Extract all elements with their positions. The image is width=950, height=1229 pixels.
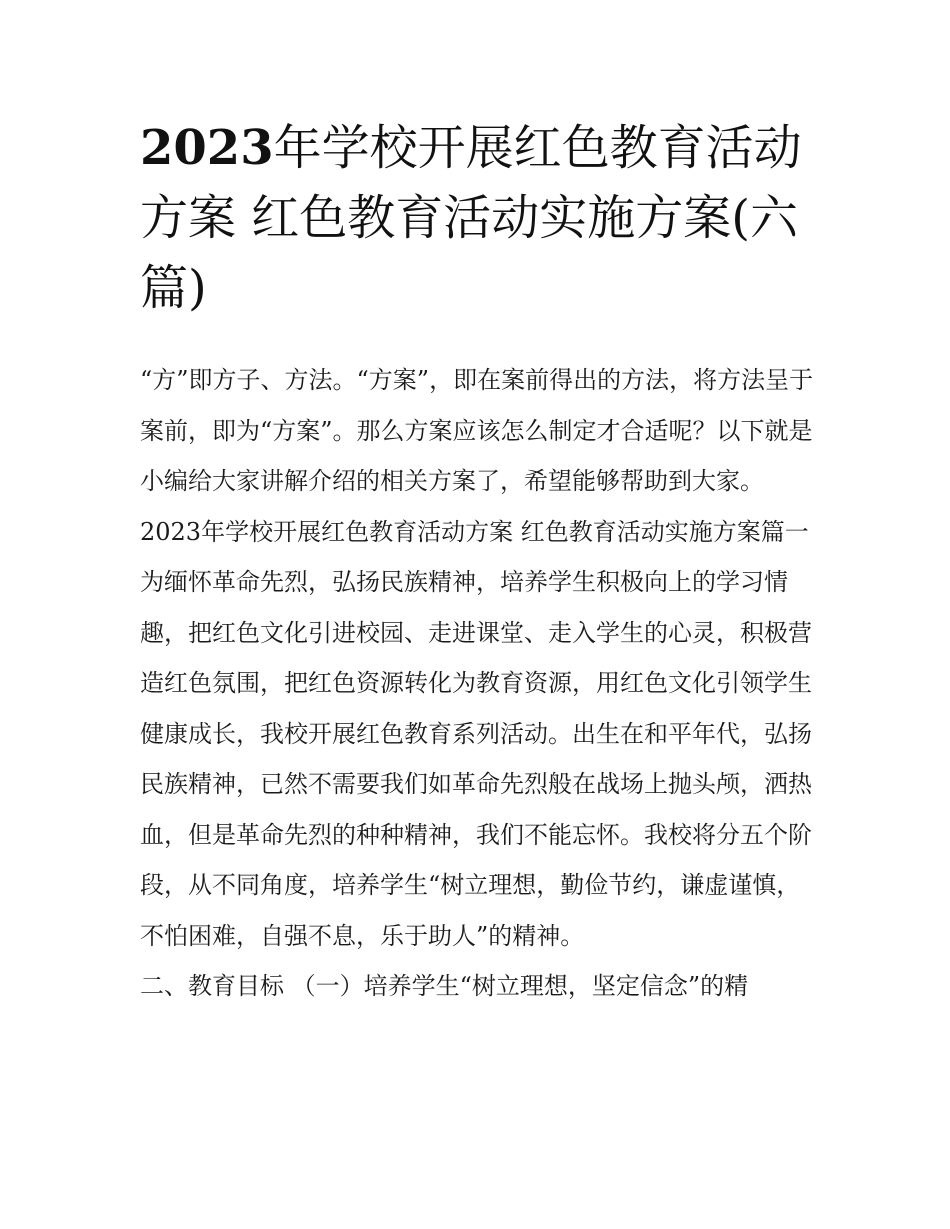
section-heading: 2023年学校开展红色教育活动方案 红色教育活动实施方案篇一: [140, 517, 809, 546]
body-paragraph: 为缅怀革命先烈，弘扬民族精神，培养学生积极向上的学习情趣，把红色文化引进校园、走进课堂、走入学生的心灵，积极营造红色氛围，把红色资源转化为教育资源，用红色文化引领学生健康成长，我校开展红色教育系列活动。出生在和平年代，弘扬民族精神，已然不需要我们如革命先烈般在战场上抛头颅，洒热血，但是革命先烈的种种精神，我们不能忘怀。我校将分五个阶段，从不同角度，培养学生“树立理想，勤俭节约，谦虚谨慎，不怕困难，自强不息，乐于助人”的精神。: [140, 568, 812, 950]
document-body: [140, 355, 820, 1012]
title-text: 年学校开展红色教育活动方案 红色教育活动实施方案(六篇): [140, 120, 802, 316]
title-year: 2023: [140, 120, 274, 176]
intro-paragraph: “方”即方子、方法。“方案”，即在案前得出的方法，将方法呈于案前，即为“方案”。那么方案应该怎么制定才合适呢？以下就是小编给大家讲解介绍的相关方案了，希望能够帮助到大家。: [140, 366, 814, 495]
document-title: [140, 113, 820, 323]
body-paragraph-goals: 二、教育目标 （一）培养学生“树立理想，坚定信念”的精: [140, 972, 749, 1000]
